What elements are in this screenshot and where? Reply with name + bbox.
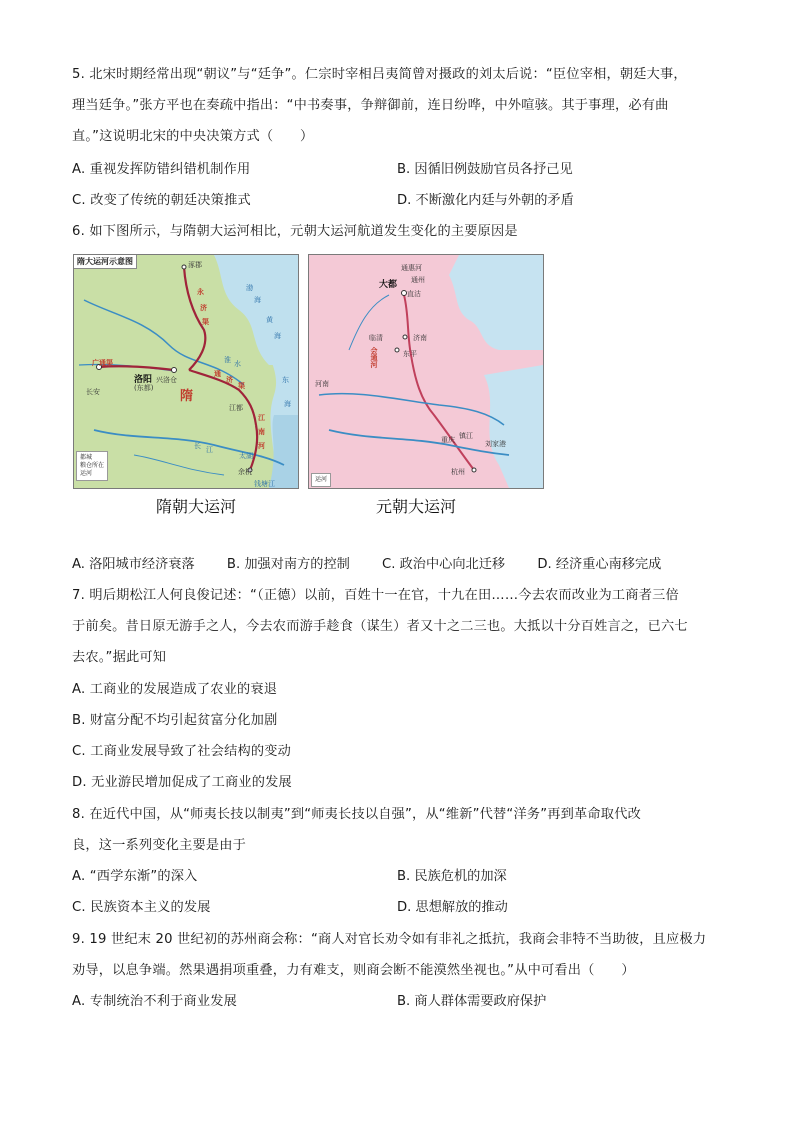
sui-label-ji2: 济 <box>226 376 233 384</box>
q7-stem-line2: 于前矣。昔日原无游手之人，今去农而游手趁食（谋生）者又十之二三也。大抵以十分百姓言之，已六七 <box>72 619 688 634</box>
yuan-label-linqing: 临清 <box>369 334 383 342</box>
q6-stem: 6. 如下图所示，与隋朝大运河相比，元朝大运河航道发生变化的主要原因是 <box>72 224 518 239</box>
yuan-map-caption: 元朝大运河 <box>376 497 457 516</box>
sui-label-xingluocang: 兴洛仓 <box>156 376 177 384</box>
q7-stem-line1: 7. 明后期松江人何良俊记述：“（正德）以前，百姓十一在官，十九在田……今去农而改业为工商者三倍 <box>72 588 679 603</box>
sui-label-hai2: 海 <box>284 400 291 408</box>
sui-label-hai: 海 <box>274 332 281 340</box>
yuan-label-huitonghe: 会通河 <box>370 347 378 368</box>
q6-options <box>72 556 689 574</box>
sui-label-jiangdu: 江都 <box>229 404 243 412</box>
q7-option-d[interactable]: D. 无业游民增加促成了工商业的发展 <box>72 775 292 790</box>
sui-map-caption: 隋朝大运河 <box>156 497 237 516</box>
yuan-label-zhenjiang: 镇江 <box>459 432 473 440</box>
q9-option-b[interactable]: B. 商人群体需要政府保护 <box>397 994 547 1009</box>
q8-option-a[interactable]: A. “西学东渐”的深入 <box>72 869 198 884</box>
sui-label-taihu: 太湖 <box>239 452 253 460</box>
q9-option-a[interactable]: A. 专制统治不利于商业发展 <box>72 994 238 1009</box>
sui-label-dongdu: (东都) <box>134 384 154 392</box>
q5-stem-line3: 直。”这说明北宋的中央决策方式（ ） <box>72 129 314 144</box>
yuan-label-dadu: 大都 <box>379 280 398 290</box>
sui-label-chang: 长 <box>194 442 201 450</box>
q8-option-c[interactable]: C. 民族资本主义的发展 <box>72 900 211 915</box>
sui-map-title: 隋大运河示意图 <box>74 255 137 269</box>
yuan-label-tongzhou: 通州 <box>411 276 425 284</box>
yuan-label-chongqing: 重庆 <box>441 436 455 444</box>
q7-option-c[interactable]: C. 工商业发展导致了社会结构的变动 <box>72 744 292 759</box>
yuan-label-liujiagang: 刘家港 <box>485 440 506 448</box>
sui-label-dong: 东 <box>282 376 289 384</box>
q6-option-c[interactable]: C. 政治中心向北迁移 <box>382 557 506 572</box>
sui-label-huang: 黄 <box>266 316 273 324</box>
yuan-map-graphic <box>309 255 543 488</box>
sui-label-nan: 南 <box>258 428 265 436</box>
q5-option-b[interactable]: B. 因循旧例鼓励官员各抒己见 <box>397 162 573 177</box>
q6-option-a[interactable]: A. 洛阳城市经济衰落 <box>72 557 195 572</box>
q5-stem-line1: 5. 北宋时期经常出现“朝议”与“廷争”。仁宗时宰相吕夷简曾对摄政的刘太后说：“臣位宰相，朝廷大事， <box>72 67 687 82</box>
yuan-legend-canal: 运河 <box>315 476 328 483</box>
yuan-label-henan: 河南 <box>315 380 329 388</box>
sui-label-zhuojun: 涿郡 <box>188 261 202 269</box>
q6-option-b[interactable]: B. 加强对南方的控制 <box>226 557 350 572</box>
sui-label-qiantangjiang: 钱塘江 <box>254 480 275 488</box>
sui-label-jiang2: 江 <box>206 446 213 454</box>
sui-label-luoyang: 洛阳 <box>134 375 153 385</box>
sui-label-tong: 通 <box>214 370 221 378</box>
q8-stem-line1: 8. 在近代中国，从“师夷长技以制夷”到“师夷长技以自强”，从“维新”代替“洋务”再到革命取代改 <box>72 807 641 822</box>
sui-label-guangtongqu: 广通渠 <box>92 359 113 367</box>
sui-canal-map <box>73 254 299 489</box>
sui-legend-canal: 运河 <box>80 470 93 477</box>
sui-label-qu: 渠 <box>202 318 209 326</box>
q5-option-a[interactable]: A. 重视发挥防错纠错机制作用 <box>72 162 251 177</box>
sui-label-changan: 长安 <box>86 388 100 396</box>
yuan-map-legend <box>311 473 331 487</box>
yuan-label-jinan: 济南 <box>413 334 427 342</box>
sui-label-yong: 永 <box>197 288 204 296</box>
sui-label-he: 河 <box>258 442 265 450</box>
sui-label-ji: 济 <box>200 304 207 312</box>
q9-stem-line2: 劝导，以息争端。然果遇捐项重叠，力有难支，则商会断不能漠然坐视也。”从中可看出（ ） <box>72 963 635 978</box>
sui-map-legend <box>76 451 108 481</box>
yuan-label-dongping: 东平 <box>403 350 417 358</box>
sui-label-sui: 隋 <box>180 389 194 404</box>
q8-stem-line2: 良，这一系列变化主要是由于 <box>72 838 247 853</box>
sui-label-shui: 水 <box>234 360 241 368</box>
yuan-label-hangzhou: 杭州 <box>451 468 465 476</box>
sui-label-hai3: 海 <box>254 296 261 304</box>
q6-option-d[interactable]: D. 经济重心南移完成 <box>537 557 662 572</box>
q5-option-c[interactable]: C. 改变了传统的朝廷决策推式 <box>72 193 251 208</box>
sui-label-yuhang: 余杭 <box>238 468 252 476</box>
q5-stem-line2: 理当廷争。”张方平也在奏疏中指出：“中书奏事，争辩御前，连日纷哗，中外喧骇。其于事理，必有曲 <box>72 98 669 113</box>
yuan-label-tonghuihe: 通惠河 <box>401 264 422 272</box>
sui-label-bo: 渤 <box>246 284 253 292</box>
sui-label-qu2: 渠 <box>238 382 245 390</box>
q5-option-d[interactable]: D. 不断激化内廷与外朝的矛盾 <box>397 193 574 208</box>
q7-option-a[interactable]: A. 工商业的发展造成了农业的衰退 <box>72 682 278 697</box>
yuan-label-zhigu: 直沽 <box>407 290 421 298</box>
sui-legend-capital: 都城 <box>80 454 93 461</box>
q7-option-b[interactable]: B. 财富分配不均引起贫富分化加剧 <box>72 713 278 728</box>
sui-label-jiang: 江 <box>258 414 265 422</box>
q8-option-b[interactable]: B. 民族危机的加深 <box>397 869 507 884</box>
sui-label-huai: 淮 <box>224 356 231 364</box>
yuan-canal-map <box>308 254 544 489</box>
q7-stem-line3: 去农。”据此可知 <box>72 650 167 665</box>
q9-stem-line1: 9. 19 世纪末 20 世纪初的苏州商会称：“商人对官长劝令如有非礼之抵抗，我商会非特不当助彼，且应极力 <box>72 932 707 947</box>
sui-legend-granary: 粮仓所在 <box>80 462 105 469</box>
q8-option-d[interactable]: D. 思想解放的推动 <box>397 900 508 915</box>
